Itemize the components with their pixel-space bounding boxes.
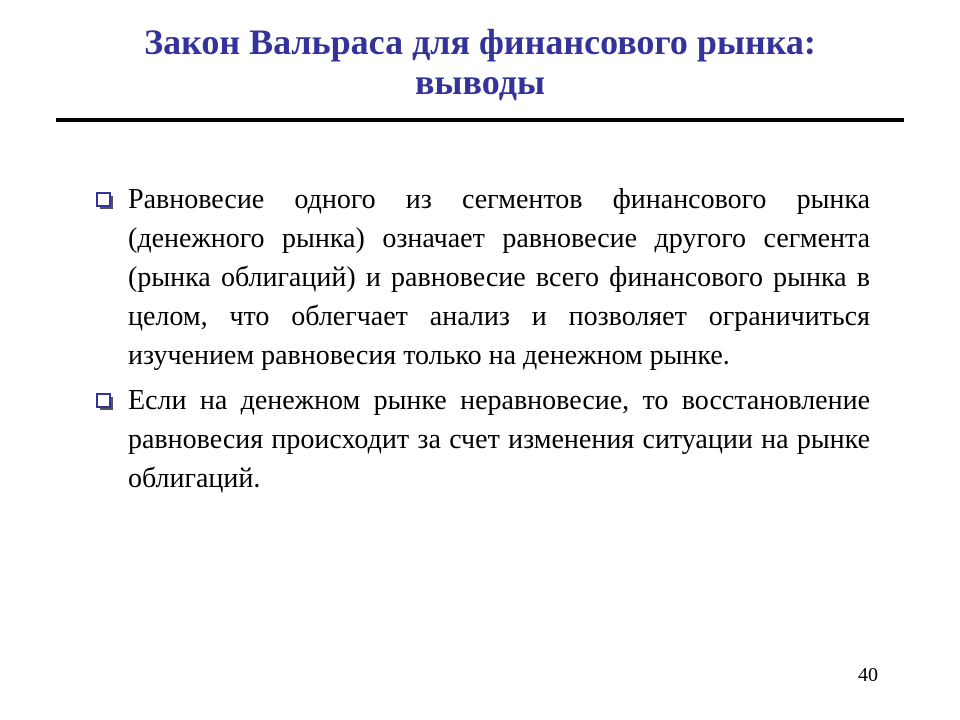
checkbox-icon <box>96 192 114 210</box>
slide-title-line1: Закон Вальраса для финансового рынка: <box>144 22 816 62</box>
bullet-item <box>96 381 870 498</box>
checkbox-icon <box>96 393 114 411</box>
slide-title-line2: выводы <box>414 62 546 102</box>
title-underline <box>56 118 904 122</box>
bullet-list <box>96 180 870 504</box>
bullet-item <box>96 180 870 375</box>
bullet-text: Равновесие одного из сегментов финансового рынка (денежного рынка) означает равновесие другого сегмента (рынка облигаций) и равновесие всего финансового рынка в целом, что облегчает анализ и позволяет ограничиться изучением равновесия только на денежном рынке. <box>128 184 870 371</box>
bullet-text: Если на денежном рынке неравновесие, то восстановление равновесия происходит за счет изменения ситуации на рынке облигаций. <box>128 385 870 494</box>
page-number: 40 <box>858 664 878 686</box>
slide-title <box>40 22 920 102</box>
